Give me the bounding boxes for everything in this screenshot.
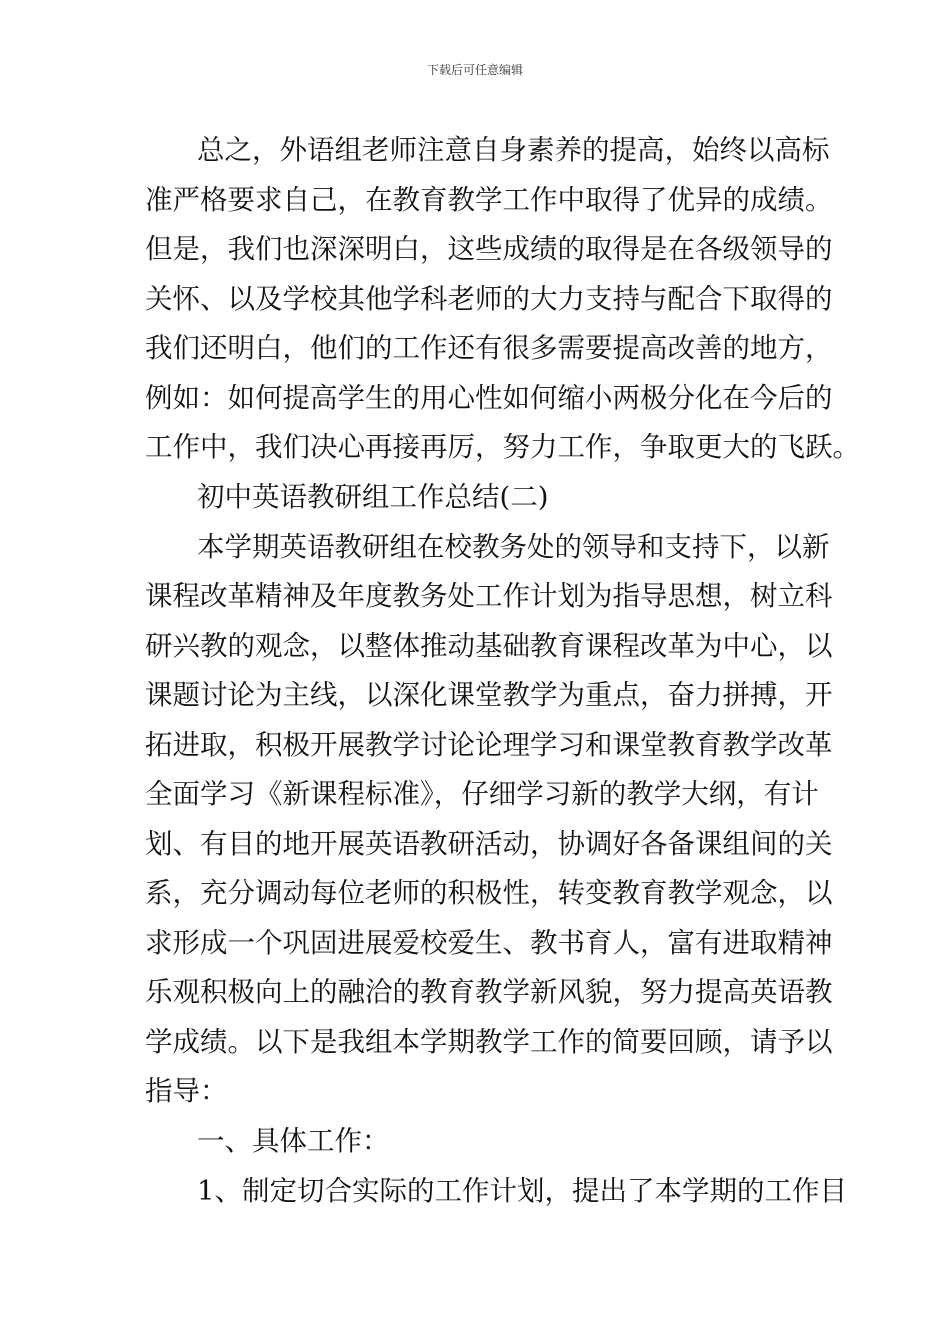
paragraph-line: 课程改革精神及年度教务处工作计划为指导思想，树立科	[145, 580, 833, 612]
paragraph-line: 我们还明白，他们的工作还有很多需要提高改善的地方，	[145, 332, 833, 364]
paragraph-line: 本学期英语教研组在校教务处的领导和支持下，以新	[197, 531, 830, 563]
paragraph-line: 例如：如何提高学生的用心性如何缩小两极分化在今后的	[145, 382, 833, 414]
paragraph-line: 拓进取，积极开展教学讨论论理学习和课堂教育教学改革	[145, 729, 833, 761]
paragraph-line: 划、有目的地开展英语教研活动，协调好各备课组间的关	[145, 828, 833, 860]
paragraph-line: 乐观积极向上的融洽的教育教学新风貌，努力提高英语教	[145, 976, 833, 1008]
paragraph-line: 课题讨论为主线，以深化课堂教学为重点，奋力拼搏，开	[145, 679, 833, 711]
paragraph-line: 求形成一个巩固进展爱校爱生、教书育人，富有进取精神	[145, 927, 833, 959]
paragraph-line: 1、制定切合实际的工作计划，提出了本学期的工作目	[197, 1175, 847, 1207]
paragraph-line: 学成绩。以下是我组本学期教学工作的简要回顾，请予以	[145, 1026, 833, 1058]
page-header: 下载后可任意编辑	[426, 63, 523, 77]
paragraph-line: 关怀、以及学校其他学科老师的大力支持与配合下取得的	[145, 283, 833, 315]
paragraph-line: 指导：	[145, 1075, 228, 1107]
paragraph-line: 研兴教的观念，以整体推动基础教育课程改革为中心，以	[145, 630, 833, 662]
paragraph-line: 准严格要求自己，在教育教学工作中取得了优异的成绩。	[145, 184, 833, 216]
paragraph-line: 工作中，我们决心再接再厉，努力工作，争取更大的飞跃。	[145, 431, 860, 463]
section-heading: 一、具体工作：	[197, 1125, 390, 1157]
section-title: 初中英语教研组工作总结(二)	[197, 481, 549, 513]
paragraph-line: 系，充分调动每位老师的积极性，转变教育教学观念，以	[145, 877, 833, 909]
paragraph-line: 但是，我们也深深明白，这些成绩的取得是在各级领导的	[145, 233, 833, 265]
paragraph-line: 全面学习《新课程标准》，仔细学习新的教学大纲，有计	[145, 778, 819, 810]
paragraph-line: 总之，外语组老师注意自身素养的提高，始终以高标	[197, 134, 830, 166]
